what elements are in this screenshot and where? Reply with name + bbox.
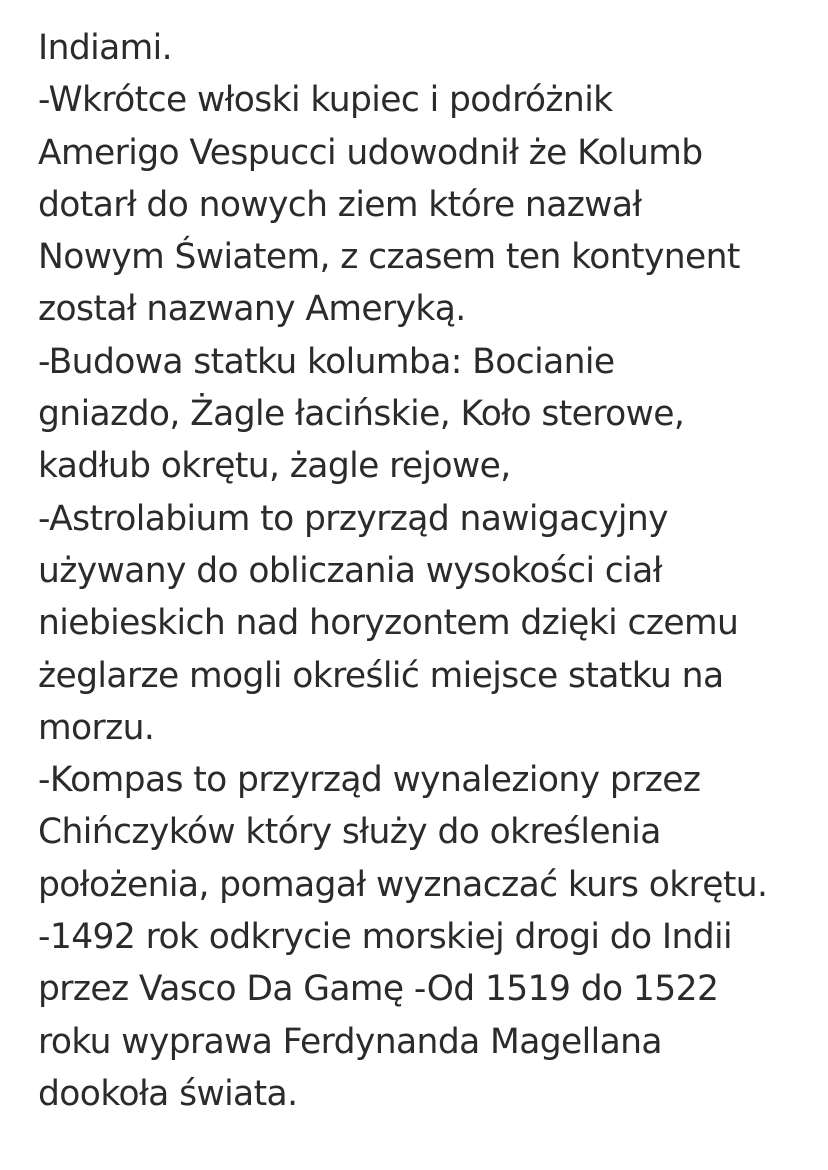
note-line: używany do obliczania wysokości ciał — [38, 550, 662, 591]
note-line: -Budowa statku kolumba: Bocianie — [38, 341, 615, 382]
note-line: Indiami. — [38, 28, 173, 68]
note-line: przez Vasco Da Gamę -Od 1519 do 1522 — [38, 969, 719, 1010]
note-line: gniazdo, Żagle łacińskie, Koło sterowe, — [38, 394, 685, 435]
note-line: dotarł do nowych ziem które nazwał — [38, 184, 642, 225]
note-line: kadłub okrętu, żagle rejowe, — [38, 446, 511, 487]
note-line: żeglarze mogli określić miejsce statku na — [38, 655, 724, 696]
note-line: niebieskich nad horyzontem dzięki czemu — [38, 603, 739, 644]
note-line: roku wyprawa Ferdynanda Magellana — [38, 1021, 662, 1062]
note-line: Nowym Światem, z czasem ten kontynent — [38, 237, 740, 278]
note-line: Chińczyków który służy do określenia — [38, 812, 661, 853]
note-line: położenia, pomagał wyznaczać kurs okrętu. — [38, 864, 768, 905]
note-text — [38, 22, 818, 1120]
note-line: morzu. — [38, 707, 155, 748]
note-line: Amerigo Vespucci udowodnił że Kolumb — [38, 132, 703, 173]
note-line: został nazwany Ameryką. — [38, 289, 466, 330]
note-line: -Kompas to przyrząd wynaleziony przez — [38, 760, 701, 801]
note-line: dookoła świata. — [38, 1073, 298, 1114]
note-line: -Astrolabium to przyrząd nawigacyjny — [38, 498, 668, 539]
note-line: -Wkrótce włoski kupiec i podróżnik — [38, 80, 613, 121]
note-line: -1492 rok odkrycie morskiej drogi do Indii — [38, 917, 733, 958]
